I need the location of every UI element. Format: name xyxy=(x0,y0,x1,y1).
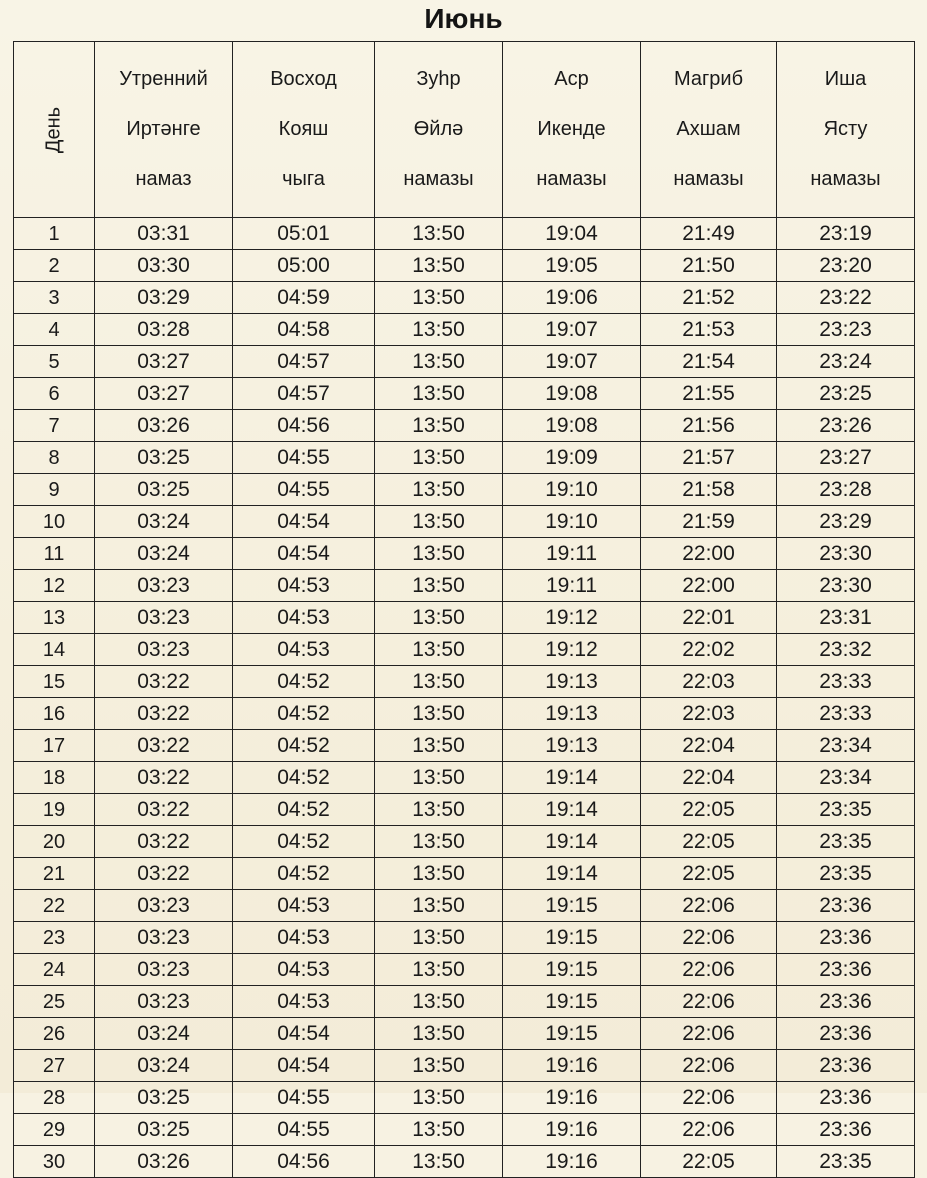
cell-sunrise: 04:56 xyxy=(233,410,375,442)
cell-zuhr: 13:50 xyxy=(375,1082,503,1114)
table-row xyxy=(14,922,915,954)
cell-isha: 23:35 xyxy=(777,794,915,826)
cell-day: 27 xyxy=(14,1050,95,1082)
cell-maghrib: 22:01 xyxy=(641,602,777,634)
header-day xyxy=(14,42,95,218)
table-row xyxy=(14,826,915,858)
cell-isha: 23:36 xyxy=(777,922,915,954)
cell-isha: 23:32 xyxy=(777,634,915,666)
cell-asr: 19:15 xyxy=(503,954,641,986)
header-maghrib-line1: Магриб xyxy=(673,68,744,90)
cell-isha: 23:34 xyxy=(777,762,915,794)
cell-asr: 19:11 xyxy=(503,538,641,570)
cell-fajr: 03:22 xyxy=(95,666,233,698)
cell-day: 30 xyxy=(14,1146,95,1178)
table-row xyxy=(14,506,915,538)
cell-fajr: 03:24 xyxy=(95,1050,233,1082)
table-row xyxy=(14,378,915,410)
cell-day: 28 xyxy=(14,1082,95,1114)
cell-isha: 23:24 xyxy=(777,346,915,378)
cell-sunrise: 04:54 xyxy=(233,538,375,570)
cell-day: 6 xyxy=(14,378,95,410)
cell-zuhr: 13:50 xyxy=(375,954,503,986)
cell-isha: 23:36 xyxy=(777,1082,915,1114)
cell-asr: 19:16 xyxy=(503,1050,641,1082)
header-fajr-line2: Иртәнге xyxy=(126,118,201,140)
header-isha-line3: намазы xyxy=(810,168,881,190)
table-row xyxy=(14,410,915,442)
cell-isha: 23:33 xyxy=(777,666,915,698)
cell-zuhr: 13:50 xyxy=(375,986,503,1018)
cell-asr: 19:16 xyxy=(503,1114,641,1146)
cell-zuhr: 13:50 xyxy=(375,250,503,282)
header-fajr-line1: Утренний xyxy=(119,68,208,90)
table-row xyxy=(14,794,915,826)
cell-zuhr: 13:50 xyxy=(375,506,503,538)
cell-isha: 23:36 xyxy=(777,1018,915,1050)
cell-isha: 23:36 xyxy=(777,1114,915,1146)
cell-zuhr: 13:50 xyxy=(375,474,503,506)
cell-fajr: 03:22 xyxy=(95,858,233,890)
cell-fajr: 03:22 xyxy=(95,730,233,762)
cell-maghrib: 21:59 xyxy=(641,506,777,538)
table-row xyxy=(14,666,915,698)
table-row xyxy=(14,538,915,570)
cell-zuhr: 13:50 xyxy=(375,410,503,442)
header-day-label: День xyxy=(42,106,65,153)
cell-day: 1 xyxy=(14,218,95,250)
cell-isha: 23:25 xyxy=(777,378,915,410)
cell-isha: 23:36 xyxy=(777,986,915,1018)
cell-asr: 19:07 xyxy=(503,346,641,378)
cell-zuhr: 13:50 xyxy=(375,826,503,858)
cell-maghrib: 22:03 xyxy=(641,698,777,730)
cell-sunrise: 04:57 xyxy=(233,346,375,378)
table-row xyxy=(14,730,915,762)
cell-fajr: 03:22 xyxy=(95,826,233,858)
cell-zuhr: 13:50 xyxy=(375,634,503,666)
cell-fajr: 03:27 xyxy=(95,378,233,410)
cell-zuhr: 13:50 xyxy=(375,730,503,762)
cell-fajr: 03:25 xyxy=(95,442,233,474)
cell-asr: 19:09 xyxy=(503,442,641,474)
cell-day: 2 xyxy=(14,250,95,282)
cell-isha: 23:35 xyxy=(777,858,915,890)
cell-isha: 23:36 xyxy=(777,954,915,986)
cell-asr: 19:07 xyxy=(503,314,641,346)
cell-maghrib: 22:05 xyxy=(641,794,777,826)
cell-day: 26 xyxy=(14,1018,95,1050)
table-row xyxy=(14,1018,915,1050)
cell-day: 10 xyxy=(14,506,95,538)
cell-day: 16 xyxy=(14,698,95,730)
cell-asr: 19:08 xyxy=(503,410,641,442)
cell-asr: 19:12 xyxy=(503,634,641,666)
cell-isha: 23:30 xyxy=(777,570,915,602)
table-row xyxy=(14,282,915,314)
cell-maghrib: 21:53 xyxy=(641,314,777,346)
cell-sunrise: 05:01 xyxy=(233,218,375,250)
header-isha xyxy=(777,42,915,218)
cell-sunrise: 04:52 xyxy=(233,794,375,826)
cell-fajr: 03:23 xyxy=(95,602,233,634)
cell-day: 18 xyxy=(14,762,95,794)
cell-zuhr: 13:50 xyxy=(375,538,503,570)
cell-isha: 23:36 xyxy=(777,890,915,922)
header-sunrise xyxy=(233,42,375,218)
cell-fajr: 03:28 xyxy=(95,314,233,346)
cell-maghrib: 22:05 xyxy=(641,858,777,890)
table-row xyxy=(14,250,915,282)
cell-day: 22 xyxy=(14,890,95,922)
header-maghrib-line2: Ахшам xyxy=(676,118,741,140)
cell-zuhr: 13:50 xyxy=(375,346,503,378)
cell-maghrib: 22:06 xyxy=(641,986,777,1018)
cell-zuhr: 13:50 xyxy=(375,378,503,410)
page-title: Июнь xyxy=(424,3,503,34)
cell-fajr: 03:24 xyxy=(95,538,233,570)
cell-fajr: 03:24 xyxy=(95,1018,233,1050)
cell-day: 13 xyxy=(14,602,95,634)
cell-maghrib: 22:06 xyxy=(641,1114,777,1146)
cell-maghrib: 21:56 xyxy=(641,410,777,442)
cell-maghrib: 21:58 xyxy=(641,474,777,506)
cell-asr: 19:16 xyxy=(503,1146,641,1178)
cell-day: 11 xyxy=(14,538,95,570)
cell-zuhr: 13:50 xyxy=(375,602,503,634)
cell-maghrib: 22:05 xyxy=(641,1146,777,1178)
cell-isha: 23:33 xyxy=(777,698,915,730)
header-row xyxy=(14,42,915,218)
cell-isha: 23:35 xyxy=(777,826,915,858)
cell-fajr: 03:23 xyxy=(95,954,233,986)
header-fajr xyxy=(95,42,233,218)
table-row xyxy=(14,570,915,602)
cell-fajr: 03:26 xyxy=(95,1146,233,1178)
cell-sunrise: 04:52 xyxy=(233,826,375,858)
cell-asr: 19:14 xyxy=(503,858,641,890)
table-body xyxy=(14,218,915,1178)
cell-isha: 23:22 xyxy=(777,282,915,314)
cell-maghrib: 21:52 xyxy=(641,282,777,314)
cell-fajr: 03:23 xyxy=(95,890,233,922)
cell-day: 14 xyxy=(14,634,95,666)
cell-asr: 19:04 xyxy=(503,218,641,250)
cell-isha: 23:29 xyxy=(777,506,915,538)
cell-sunrise: 04:57 xyxy=(233,378,375,410)
cell-fajr: 03:22 xyxy=(95,762,233,794)
cell-isha: 23:28 xyxy=(777,474,915,506)
cell-sunrise: 04:52 xyxy=(233,730,375,762)
cell-fajr: 03:24 xyxy=(95,506,233,538)
cell-sunrise: 04:52 xyxy=(233,666,375,698)
header-asr xyxy=(503,42,641,218)
cell-day: 19 xyxy=(14,794,95,826)
cell-day: 24 xyxy=(14,954,95,986)
cell-sunrise: 04:54 xyxy=(233,506,375,538)
cell-asr: 19:14 xyxy=(503,826,641,858)
table-row xyxy=(14,1082,915,1114)
cell-fajr: 03:30 xyxy=(95,250,233,282)
header-sunrise-line2: Кояш xyxy=(278,118,329,140)
cell-zuhr: 13:50 xyxy=(375,218,503,250)
cell-zuhr: 13:50 xyxy=(375,1146,503,1178)
cell-zuhr: 13:50 xyxy=(375,442,503,474)
cell-zuhr: 13:50 xyxy=(375,890,503,922)
cell-fajr: 03:26 xyxy=(95,410,233,442)
cell-isha: 23:34 xyxy=(777,730,915,762)
cell-asr: 19:06 xyxy=(503,282,641,314)
cell-maghrib: 22:06 xyxy=(641,954,777,986)
header-sunrise-line3: чыга xyxy=(282,168,325,190)
cell-fajr: 03:27 xyxy=(95,346,233,378)
cell-maghrib: 22:03 xyxy=(641,666,777,698)
cell-maghrib: 22:00 xyxy=(641,570,777,602)
cell-day: 7 xyxy=(14,410,95,442)
cell-day: 29 xyxy=(14,1114,95,1146)
table-row xyxy=(14,1114,915,1146)
cell-sunrise: 05:00 xyxy=(233,250,375,282)
cell-sunrise: 04:53 xyxy=(233,570,375,602)
header-zuhr-line2: Өйлә xyxy=(413,118,464,140)
cell-day: 23 xyxy=(14,922,95,954)
table-row xyxy=(14,858,915,890)
cell-fajr: 03:29 xyxy=(95,282,233,314)
table-row xyxy=(14,442,915,474)
header-asr-line2: Икенде xyxy=(537,118,606,140)
table-row xyxy=(14,474,915,506)
cell-maghrib: 22:06 xyxy=(641,922,777,954)
table-row xyxy=(14,890,915,922)
cell-sunrise: 04:55 xyxy=(233,1114,375,1146)
cell-asr: 19:13 xyxy=(503,666,641,698)
cell-day: 3 xyxy=(14,282,95,314)
cell-zuhr: 13:50 xyxy=(375,922,503,954)
cell-day: 9 xyxy=(14,474,95,506)
cell-sunrise: 04:53 xyxy=(233,986,375,1018)
cell-isha: 23:30 xyxy=(777,538,915,570)
cell-day: 21 xyxy=(14,858,95,890)
cell-day: 25 xyxy=(14,986,95,1018)
cell-fajr: 03:25 xyxy=(95,1082,233,1114)
cell-maghrib: 22:06 xyxy=(641,1082,777,1114)
cell-maghrib: 22:04 xyxy=(641,762,777,794)
cell-zuhr: 13:50 xyxy=(375,794,503,826)
cell-sunrise: 04:53 xyxy=(233,602,375,634)
cell-asr: 19:14 xyxy=(503,762,641,794)
cell-asr: 19:05 xyxy=(503,250,641,282)
header-zuhr-line3: намазы xyxy=(403,168,474,190)
cell-sunrise: 04:52 xyxy=(233,762,375,794)
cell-day: 8 xyxy=(14,442,95,474)
cell-day: 5 xyxy=(14,346,95,378)
cell-maghrib: 22:04 xyxy=(641,730,777,762)
cell-maghrib: 22:00 xyxy=(641,538,777,570)
header-isha-line2: Ясту xyxy=(823,118,868,140)
table-row xyxy=(14,346,915,378)
cell-sunrise: 04:59 xyxy=(233,282,375,314)
cell-asr: 19:08 xyxy=(503,378,641,410)
cell-fajr: 03:22 xyxy=(95,794,233,826)
cell-maghrib: 22:02 xyxy=(641,634,777,666)
cell-sunrise: 04:53 xyxy=(233,634,375,666)
cell-zuhr: 13:50 xyxy=(375,1114,503,1146)
table-row xyxy=(14,762,915,794)
cell-maghrib: 21:49 xyxy=(641,218,777,250)
header-sunrise-line1: Восход xyxy=(270,68,337,90)
cell-zuhr: 13:50 xyxy=(375,762,503,794)
cell-isha: 23:31 xyxy=(777,602,915,634)
cell-sunrise: 04:58 xyxy=(233,314,375,346)
table-row xyxy=(14,698,915,730)
cell-day: 17 xyxy=(14,730,95,762)
cell-fajr: 03:22 xyxy=(95,698,233,730)
cell-isha: 23:23 xyxy=(777,314,915,346)
cell-asr: 19:16 xyxy=(503,1082,641,1114)
prayer-times-table xyxy=(13,41,915,1178)
cell-sunrise: 04:53 xyxy=(233,954,375,986)
cell-isha: 23:19 xyxy=(777,218,915,250)
cell-day: 15 xyxy=(14,666,95,698)
cell-zuhr: 13:50 xyxy=(375,858,503,890)
table-header xyxy=(14,42,915,218)
header-zuhr-line1: Зуһр xyxy=(416,68,461,90)
cell-day: 12 xyxy=(14,570,95,602)
table-row xyxy=(14,218,915,250)
cell-asr: 19:15 xyxy=(503,1018,641,1050)
table-row xyxy=(14,314,915,346)
cell-asr: 19:13 xyxy=(503,698,641,730)
cell-fajr: 03:23 xyxy=(95,922,233,954)
table-row xyxy=(14,1146,915,1178)
cell-sunrise: 04:54 xyxy=(233,1050,375,1082)
table-row xyxy=(14,634,915,666)
cell-fajr: 03:23 xyxy=(95,634,233,666)
cell-sunrise: 04:52 xyxy=(233,698,375,730)
cell-maghrib: 22:06 xyxy=(641,890,777,922)
cell-asr: 19:10 xyxy=(503,506,641,538)
cell-isha: 23:20 xyxy=(777,250,915,282)
table-row xyxy=(14,986,915,1018)
cell-isha: 23:35 xyxy=(777,1146,915,1178)
cell-zuhr: 13:50 xyxy=(375,666,503,698)
table-row xyxy=(14,1050,915,1082)
header-isha-line1: Иша xyxy=(824,68,867,90)
cell-isha: 23:27 xyxy=(777,442,915,474)
cell-maghrib: 21:54 xyxy=(641,346,777,378)
cell-asr: 19:15 xyxy=(503,986,641,1018)
cell-day: 20 xyxy=(14,826,95,858)
header-asr-line1: Аср xyxy=(554,68,589,90)
cell-asr: 19:10 xyxy=(503,474,641,506)
cell-isha: 23:36 xyxy=(777,1050,915,1082)
cell-maghrib: 22:05 xyxy=(641,826,777,858)
table-row xyxy=(14,954,915,986)
header-zuhr xyxy=(375,42,503,218)
cell-sunrise: 04:53 xyxy=(233,890,375,922)
cell-zuhr: 13:50 xyxy=(375,1050,503,1082)
cell-asr: 19:12 xyxy=(503,602,641,634)
cell-maghrib: 21:55 xyxy=(641,378,777,410)
header-maghrib xyxy=(641,42,777,218)
cell-zuhr: 13:50 xyxy=(375,698,503,730)
cell-zuhr: 13:50 xyxy=(375,282,503,314)
cell-sunrise: 04:55 xyxy=(233,1082,375,1114)
header-asr-line3: намазы xyxy=(536,168,607,190)
cell-asr: 19:15 xyxy=(503,890,641,922)
header-fajr-line3: намаз xyxy=(135,168,192,190)
cell-maghrib: 22:06 xyxy=(641,1050,777,1082)
cell-zuhr: 13:50 xyxy=(375,570,503,602)
cell-sunrise: 04:55 xyxy=(233,442,375,474)
cell-sunrise: 04:55 xyxy=(233,474,375,506)
cell-day: 4 xyxy=(14,314,95,346)
cell-asr: 19:13 xyxy=(503,730,641,762)
cell-sunrise: 04:53 xyxy=(233,922,375,954)
cell-fajr: 03:25 xyxy=(95,474,233,506)
cell-sunrise: 04:56 xyxy=(233,1146,375,1178)
cell-maghrib: 21:57 xyxy=(641,442,777,474)
header-maghrib-line3: намазы xyxy=(673,168,744,190)
cell-fajr: 03:23 xyxy=(95,570,233,602)
cell-maghrib: 21:50 xyxy=(641,250,777,282)
cell-fajr: 03:31 xyxy=(95,218,233,250)
cell-isha: 23:26 xyxy=(777,410,915,442)
cell-sunrise: 04:52 xyxy=(233,858,375,890)
cell-sunrise: 04:54 xyxy=(233,1018,375,1050)
cell-zuhr: 13:50 xyxy=(375,314,503,346)
cell-asr: 19:15 xyxy=(503,922,641,954)
cell-fajr: 03:23 xyxy=(95,986,233,1018)
cell-zuhr: 13:50 xyxy=(375,1018,503,1050)
cell-maghrib: 22:06 xyxy=(641,1018,777,1050)
table-row xyxy=(14,602,915,634)
cell-asr: 19:14 xyxy=(503,794,641,826)
cell-asr: 19:11 xyxy=(503,570,641,602)
cell-fajr: 03:25 xyxy=(95,1114,233,1146)
